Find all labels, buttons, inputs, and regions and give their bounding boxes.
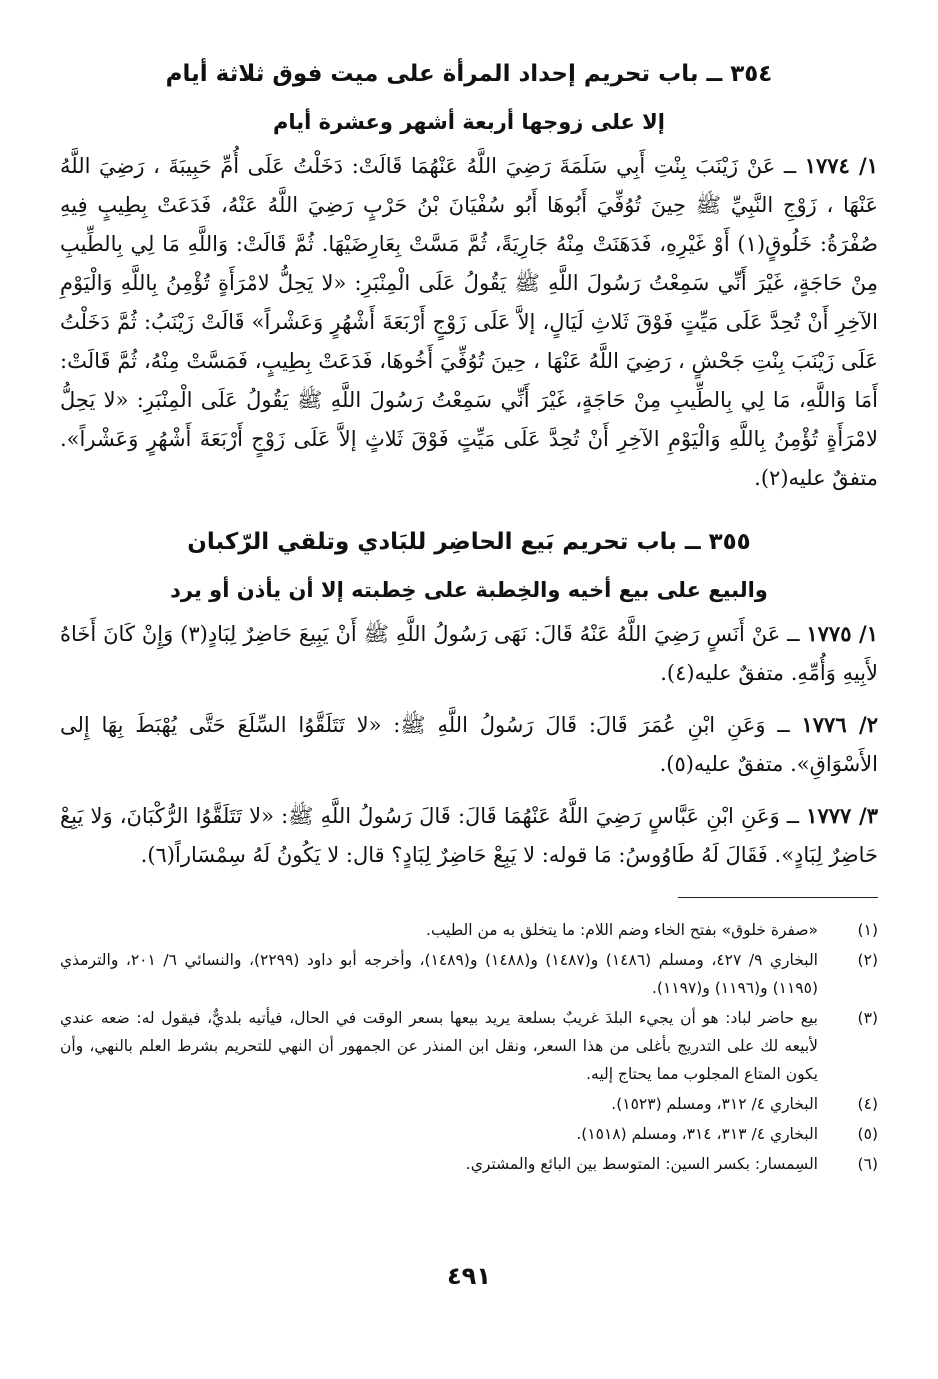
chapter-354-subtitle: إلا على زوجها أربعة أشهر وعشرة أيام: [272, 110, 666, 134]
footnote-number: (٤): [857, 1095, 878, 1113]
hadith-number: ١/ ١٧٧٥: [806, 621, 878, 646]
footnote-text: البخاري ٩/ ٤٢٧، ومسلم (١٤٨٦) و(١٤٨٧) و(١٤٨٨) و(١٤٨٩)، وأخرجه أبو داود (٢٢٩٩)، والنسائي ٦/ ٢٠١، والترمذي (١١٩٥) و(١١٩٦) و(١١٩٧).: [60, 951, 818, 997]
chapter-354-title: ٣٥٤ ــ باب تحريم إحداد المرأة على ميت فوق ثلاثة أيام: [165, 61, 773, 87]
hadith-1774: [60, 146, 878, 498]
footnote-3: [60, 1004, 878, 1088]
footnote-5: [60, 1120, 878, 1148]
hadith-text: ــ وَعَنِ ابْنِ عَبَّاسٍ رَضِيَ اللَّهُ عَنْهُمَا قَالَ: قَالَ رَسُولُ اللَّهِ ﷺ: «لا تَتَلَقَّوُا الرُّكْبَانَ، وَلا يَبِعْ حَاضِرٌ لِبَادٍ». فَقَالَ لَهُ طَاوُوسُ: مَا قوله: لا يَبِعْ حَاضِرٌ لِبَادٍ؟ قال: لا يَكُونُ لَهُ سِمْسَاراً(٦).: [60, 804, 878, 867]
section-gap: [60, 510, 878, 520]
footnote-text: البخاري ٤/ ٣١٣، ٣١٤، ومسلم (١٥١٨).: [576, 1125, 818, 1143]
hadith-1776: [60, 705, 878, 784]
chapter-355-title: ٣٥٥ ــ باب تحريم بَيع الحاضِر للبَادي وتلقي الرّكبان: [187, 529, 751, 555]
hadith-1775: [60, 614, 878, 693]
hadith-1777: [60, 796, 878, 875]
footnote-text: «صفرة خلوق» بفتح الخاء وضم اللام: ما يتخلق به من الطيب.: [426, 921, 818, 939]
footnotes-list: [60, 916, 878, 1178]
footnote-2: [60, 946, 878, 1002]
book-page: [60, 52, 878, 1352]
hadith-text: ــ عَنْ زَيْنَبَ بِنْتِ أَبِي سَلَمَةَ رَضِيَ اللَّهُ عَنْهُمَا قَالَتْ: دَخَلْتُ عَلَى أُمِّ حَبِيبَةَ ، رَضِيَ اللَّهُ عَنْهَا ، زَوْجِ النَّبِيِّ ﷺ حِينَ تُوُفِّيَ أَبُوهَا أَبُو سُفْيَانَ بْنُ حَرْبٍ رَضِيَ اللَّهُ عَنْهُ، فَدَعَتْ بِطِيبٍ فِيهِ صُفْرَةُ: خَلُوقٍ(١) أَوْ غَيْرِهِ، فَدَهَنَتْ مِنْهُ جَارِيَةً، ثُمَّ مَسَّتْ بِعَارِضَيْهَا. ثُمَّ قَالَتْ: وَاللَّهِ مَا لِي بِالطِّيبِ مِنْ حَاجَةٍ، غَيْرَ أَنِّي سَمِعْتُ رَسُولَ اللَّهِ ﷺ يَقُولُ عَلَى الْمِنْبَرِ: «لا يَحِلُّ لامْرَأَةٍ تُؤْمِنُ بِاللَّهِ وَالْيَوْمِ الآخِرِ أَنْ تُحِدَّ عَلَى مَيِّتٍ فَوْقَ ثَلاثِ لَيَالٍ، إلاَّ عَلَى زَوْجٍ أَرْبَعَةَ أَشْهُرٍ وَعَشْراً» قَالَتْ زَيْنَبُ: ثُمَّ دَخَلْتُ عَلَى زَيْنَبَ بِنْتِ جَحْشٍ ، رَضِيَ اللَّهُ عَنْهَا ، حِينَ تُوُفِّيَ أَخُوهَا، فَدَعَتْ بِطِيبٍ، فَمَسَّتْ مِنْهُ، ثُمَّ قَالَتْ: أَمَا وَاللَّهِ، مَا لِي بِالطِّيبِ مِنْ حَاجَةٍ، غَيْرَ أَنِّي سَمِعْتُ رَسُولَ اللَّهِ ﷺ يَقُولُ عَلَى الْمِنْبَرِ: «لا يَحِلُّ لامْرَأَةٍ تُؤْمِنُ بِاللَّهِ وَالْيَوْمِ الآخِرِ أَنْ تُحِدَّ عَلَى مَيِّتٍ فَوْقَ ثَلاثٍ إلاَّ عَلَى زَوْجٍ أَرْبَعَةَ أَشْهُرٍ وَعَشْراً». متفقٌ عليه(٢).: [60, 154, 878, 490]
footnote-4: [60, 1090, 878, 1118]
footnote-text: السِمسار: بكسر السين: المتوسط بين البائع والمشتري.: [465, 1155, 818, 1173]
footnote-number: (٣): [857, 1009, 878, 1027]
footnote-number: (٥): [857, 1125, 878, 1143]
footnote-1: [60, 916, 878, 944]
footnote-number: (٢): [857, 951, 878, 969]
footnote-number: (١): [857, 921, 878, 939]
footnote-text: بيع حاضر لباد: هو أن يجيء البلدَ غريبٌ بسلعة يريد بيعها بسعر الوقت في الحال، فيأتيه بلديٌّ، فيقول له: ضعه عندي لأبيعه لك على التدريج بأغلى من هذا السعر، ونقل ابن المنذر عن الجمهور أن النهي للتحريم بشرط العلم بالنهي، وأن يكون المتاع المجلوب مما يحتاج إليه.: [60, 1009, 818, 1083]
hadith-number: ١/ ١٧٧٤: [804, 153, 879, 178]
footnote-text: البخاري ٤/ ٣١٢، ومسلم (١٥٢٣).: [611, 1095, 818, 1113]
hadith-number: ٢/ ١٧٧٦: [801, 712, 878, 737]
chapter-355-subtitle: والبيع على بيع أخيه والخِطبة على خِطبته إلا أن يأذن أو يرد: [170, 578, 768, 602]
hadith-text: ــ وَعَنِ ابْنِ عُمَرَ قَالَ: قَالَ رَسُولُ اللَّهِ ﷺ: «لا تَتَلَقَّوُا السِّلَعَ حَتَّى يُهْبَطَ بِهَا إِلى الأَسْوَاقِ». متفقٌ عليه(٥).: [60, 713, 878, 776]
page-number: ٤٩١: [447, 1262, 491, 1290]
footnote-divider: [678, 897, 878, 898]
hadith-number: ٣/ ١٧٧٧: [806, 803, 878, 828]
hadith-text: ــ عَنْ أَنَسٍ رَضِيَ اللَّهُ عَنْهُ قَالَ: نَهَى رَسُولُ اللَّهِ ﷺ أَنْ يَبِيعَ حَاضِرٌ لِبَادٍ(٣) وَإِنْ كَانَ أَخَاهُ لأَبِيهِ وَأُمِّهِ. متفقٌ عليه(٤).: [60, 622, 878, 685]
footnote-6: [60, 1150, 878, 1178]
footnote-number: (٦): [857, 1155, 878, 1173]
